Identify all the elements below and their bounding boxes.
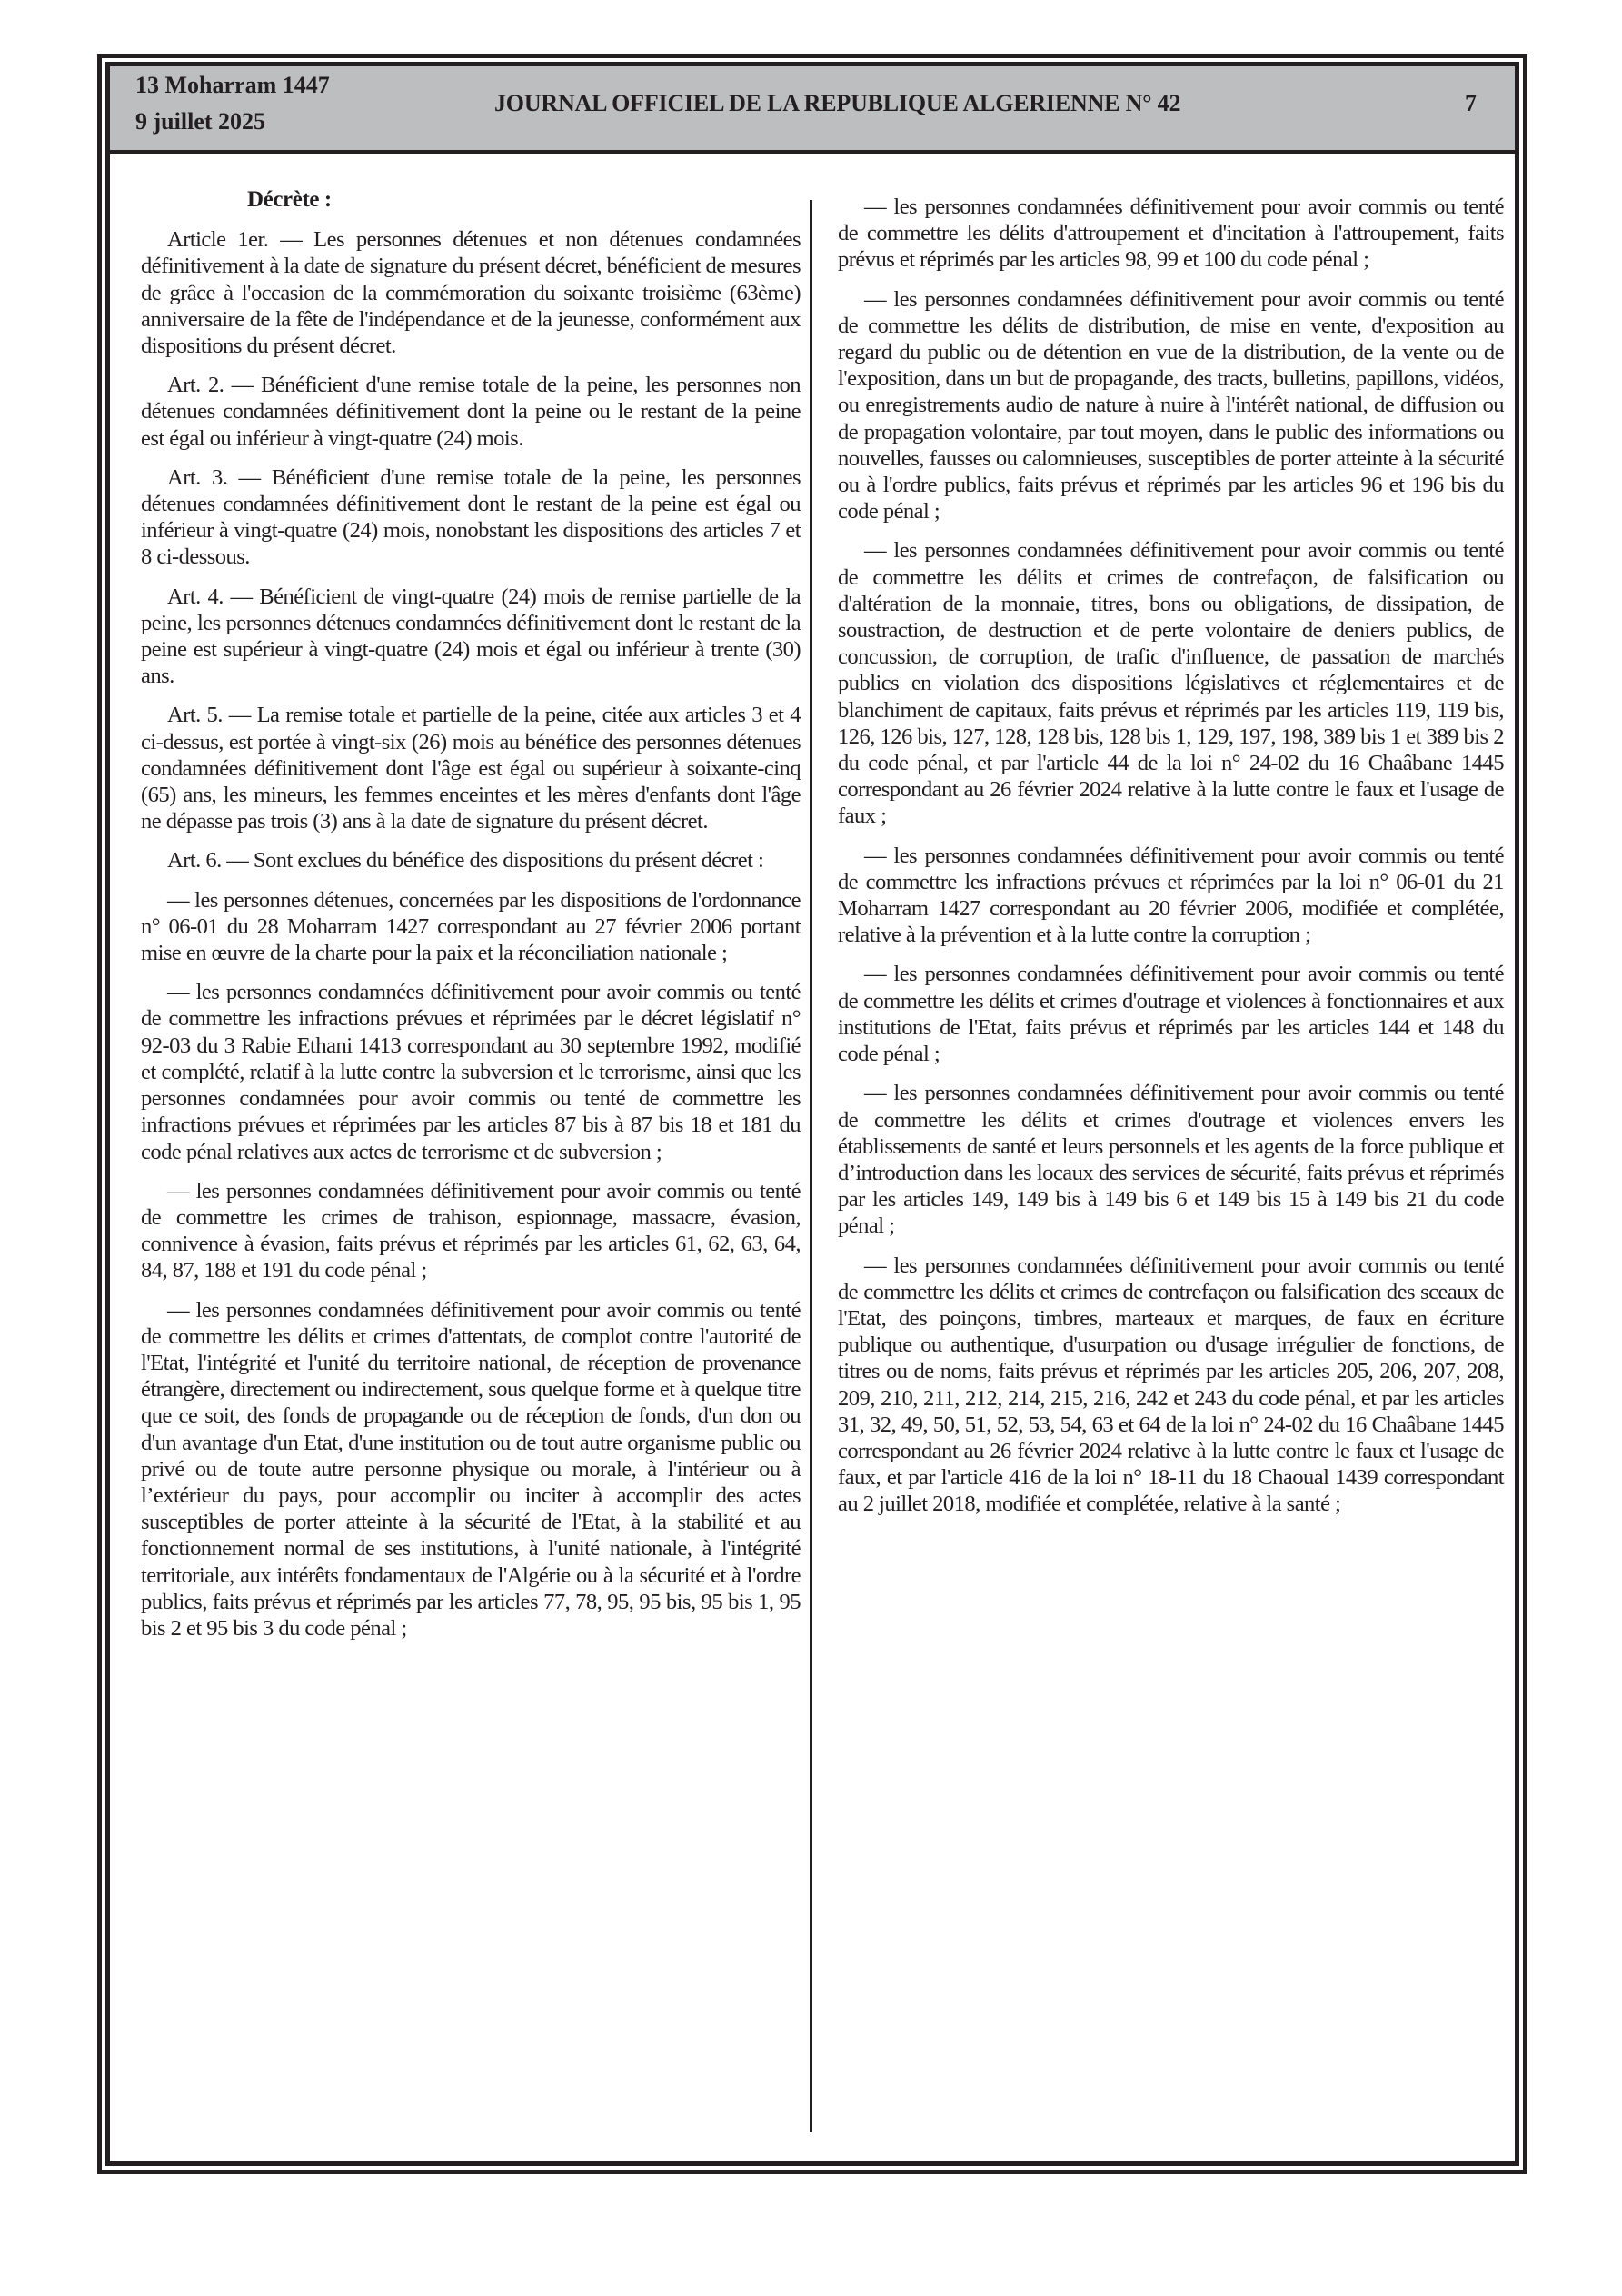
decree-heading: Décrète : — [247, 187, 332, 212]
article-3: Art. 3. — Bénéficient d'une remise totale de la peine, les personnes détenues condamnées définitivement dont le restant de la peine est égal ou inférieur à vingt-quatre (24) mois, nonobstant les dispositions des articles 7 et 8 ci-dessous. — [141, 464, 801, 570]
exclusion-item: — les personnes condamnées définitivement pour avoir commis ou tenté de commettre les délits et crimes de contrefaçon, de falsification ou d'altération de la monnaie, titres, bons ou obligations, de dissipation, de soustraction, de destruction et de perte volontaire de deniers publics, de concussion, de corruption, de trafic d'influence, de passation de marchés publics en violation des dispositions législatives et réglementaires et de blanchiment de capitaux, faits prévus et réprimés par les articles 119, 119 bis, 126, 126 bis, 127, 128, 128 bis, 128 bis 1, 129, 197, 198, 389 bis 1 et 389 bis 2 du code pénal, et par l'article 44 de la loi n° 24-02 du 16 Chaâbane 1445 correspondant au 26 février 2024 relative à la lutte contre le faux et l'usage de faux ; — [838, 538, 1504, 829]
exclusion-item: — les personnes condamnées définitivement pour avoir commis ou tenté de commettre les délits et crimes d'attentats, de complot contre l'autorité de l'Etat, l'intégrité et l'unité du territoire national, de réception de provenance étrangère, directement ou indirectement, sous quelque forme et à quelque titre que ce soit, des fonds de propagande ou de réception de fonds, d'un don ou d'un avantage d'un Etat, d'une institution ou de tout autre organisme public ou privé ou de toute autre personne physique ou morale, à l'intérieur ou à l’extérieur du pays, pour accomplir ou inciter à accomplir des actes susceptibles de porter atteinte à la sécurité de l'Etat, à la stabilité et au fonctionnement normal de ses institutions, à l'unité nationale, à l'intégrité territoriale, aux intérêts fondamentaux de l'Algérie ou à la sécurité et à l'ordre publics, faits prévus et réprimés par les articles 77, 78, 95, 95 bis, 95 bis 1, 95 bis 2 et 95 bis 3 du code pénal ; — [141, 1297, 801, 1641]
right-column — [838, 186, 1504, 1531]
article-4: Art. 4. — Bénéficient de vingt-quatre (24) mois de remise partielle de la peine, les personnes détenues condamnées définitivement dont le restant de la peine est supérieur à vingt-quatre (24) mois et égal ou inférieur à trente (30) ans. — [141, 584, 801, 689]
left-column — [141, 186, 801, 1654]
exclusion-item: — les personnes détenues, concernées par les dispositions de l'ordonnance n° 06-01 du 28 Moharram 1427 correspondant au 27 février 2006 portant mise en œuvre de la charte pour la paix et la réconciliation nationale ; — [141, 887, 801, 966]
page-number: 7 — [1465, 90, 1477, 116]
article-5: Art. 5. — La remise totale et partielle de la peine, citée aux articles 3 et 4 ci-dessus, est portée à vingt-six (26) mois au bénéfice des personnes détenues condamnées définitivement dont l'âge est égal ou supérieur à soixante-cinq (65) ans, les mineurs, les femmes enceintes et les mères d'enfants dont l'âge ne dépasse pas trois (3) ans à la date de signature du présent décret. — [141, 703, 801, 834]
exclusion-item: — les personnes condamnées définitivement pour avoir commis ou tenté de commettre les crimes de trahison, espionnage, massacre, évasion, connivence à évasion, faits prévus et réprimés par les articles 61, 62, 63, 64, 84, 87, 188 et 191 du code pénal ; — [141, 1178, 801, 1283]
gregorian-date: 9 juillet 2025 — [135, 108, 265, 135]
exclusion-item: — les personnes condamnées définitivement pour avoir commis ou tenté de commettre les délits et crimes de contrefaçon ou falsification des sceaux de l'Etat, des poinçons, timbres, marteaux et marques, de faux en écriture publique ou authentique, d'usurpation ou d'usage irrégulier de fonctions, de titres ou de noms, faits prévus et réprimés par les articles 205, 206, 207, 208, 209, 210, 211, 212, 214, 215, 216, 242 et 243 du code pénal, et par les articles 31, 32, 49, 50, 51, 52, 53, 54, 63 et 64 de la loi n° 24-02 du 16 Chaâbane 1445 correspondant au 26 février 2024 relative à la lutte contre le faux et l'usage de faux, et par l'article 416 de la loi n° 18-11 du 18 Chaoual 1439 correspondant au 2 juillet 2018, modifiée et complétée, relative à la santé ; — [838, 1253, 1504, 1517]
exclusion-item: — les personnes condamnées définitivement pour avoir commis ou tenté de commettre les délits d'attroupement et d'incitation à l'attroupement, faits prévus et réprimés par les articles 98, 99 et 100 du code pénal ; — [838, 195, 1504, 273]
column-divider — [810, 200, 812, 2132]
exclusion-item: — les personnes condamnées définitivement pour avoir commis ou tenté de commettre les délits et crimes d'outrage et violences envers les établissements de santé et leurs personnels et les agents de la force publique et d’introduction dans les locaux des services de sécurité, faits prévus et réprimés par les articles 149, 149 bis à 149 bis 6 et 149 bis 15 à 149 bis 21 du code pénal ; — [838, 1081, 1504, 1239]
hijri-date: 13 Moharram 1447 — [135, 72, 330, 98]
exclusion-item: — les personnes condamnées définitivement pour avoir commis ou tenté de commettre les infractions prévues et réprimées par le décret législatif n° 92-03 du 3 Rabie Ethani 1413 correspondant au 30 septembre 1992, modifié et complété, relatif à la lutte contre la subversion et le terrorisme, ainsi que les personnes condamnées pour avoir commis ou tenté de commettre les infractions prévues et réprimées par les articles 87 bis à 87 bis 18 et 181 du code pénal relatives aux actes de terrorisme et de subversion ; — [141, 980, 801, 1164]
exclusion-item: — les personnes condamnées définitivement pour avoir commis ou tenté de commettre les délits et crimes d'outrage et violences à fonctionnaires et aux institutions de l'Etat, faits prévus et réprimés par les articles 144 et 148 du code pénal ; — [838, 962, 1504, 1067]
article-6: Art. 6. — Sont exclues du bénéfice des dispositions du présent décret : — [167, 848, 764, 873]
page-header — [110, 66, 1515, 154]
exclusion-item: — les personnes condamnées définitivement pour avoir commis ou tenté de commettre les délits de distribution, de mise en vente, d'exposition au regard du public ou de détention en vue de la distribution, de la vente ou de l'exposition, dans un but de propagande, des tracts, bulletins, papillons, vidéos, ou enregistrements audio de nature à nuire à l'intérêt national, de diffusion ou de propagation volontaire, par tout moyen, dans le public des informations ou nouvelles, fausses ou calomnieuses, susceptibles de porter atteinte à la sécurité ou à l'ordre publics, faits prévus et réprimés par les articles 96 et 196 bis du code pénal ; — [838, 286, 1504, 524]
article-2: Art. 2. — Bénéficient d'une remise totale de la peine, les personnes non détenues condamnées définitivement dont la peine ou le restant de la peine est égal ou inférieur à vingt-quatre (24) mois. — [141, 373, 801, 451]
journal-title: JOURNAL OFFICIEL DE LA REPUBLIQUE ALGERIENNE N° 42 — [494, 90, 1181, 116]
exclusion-item: — les personnes condamnées définitivement pour avoir commis ou tenté de commettre les infractions prévues et réprimées par la loi n° 06-01 du 21 Moharram 1427 correspondant au 20 février 2006, modifiée et complétée, relative à la prévention et à la lutte contre la corruption ; — [838, 843, 1504, 948]
article-1: Article 1er. — Les personnes détenues et non détenues condamnées définitivement à la date de signature du présent décret, bénéficient de mesures de grâce à l'occasion de la commémoration du soixante troisième (63ème) anniversaire de la fête de l'indépendance et de la jeunesse, conformément aux dispositions du présent décret. — [141, 227, 801, 359]
